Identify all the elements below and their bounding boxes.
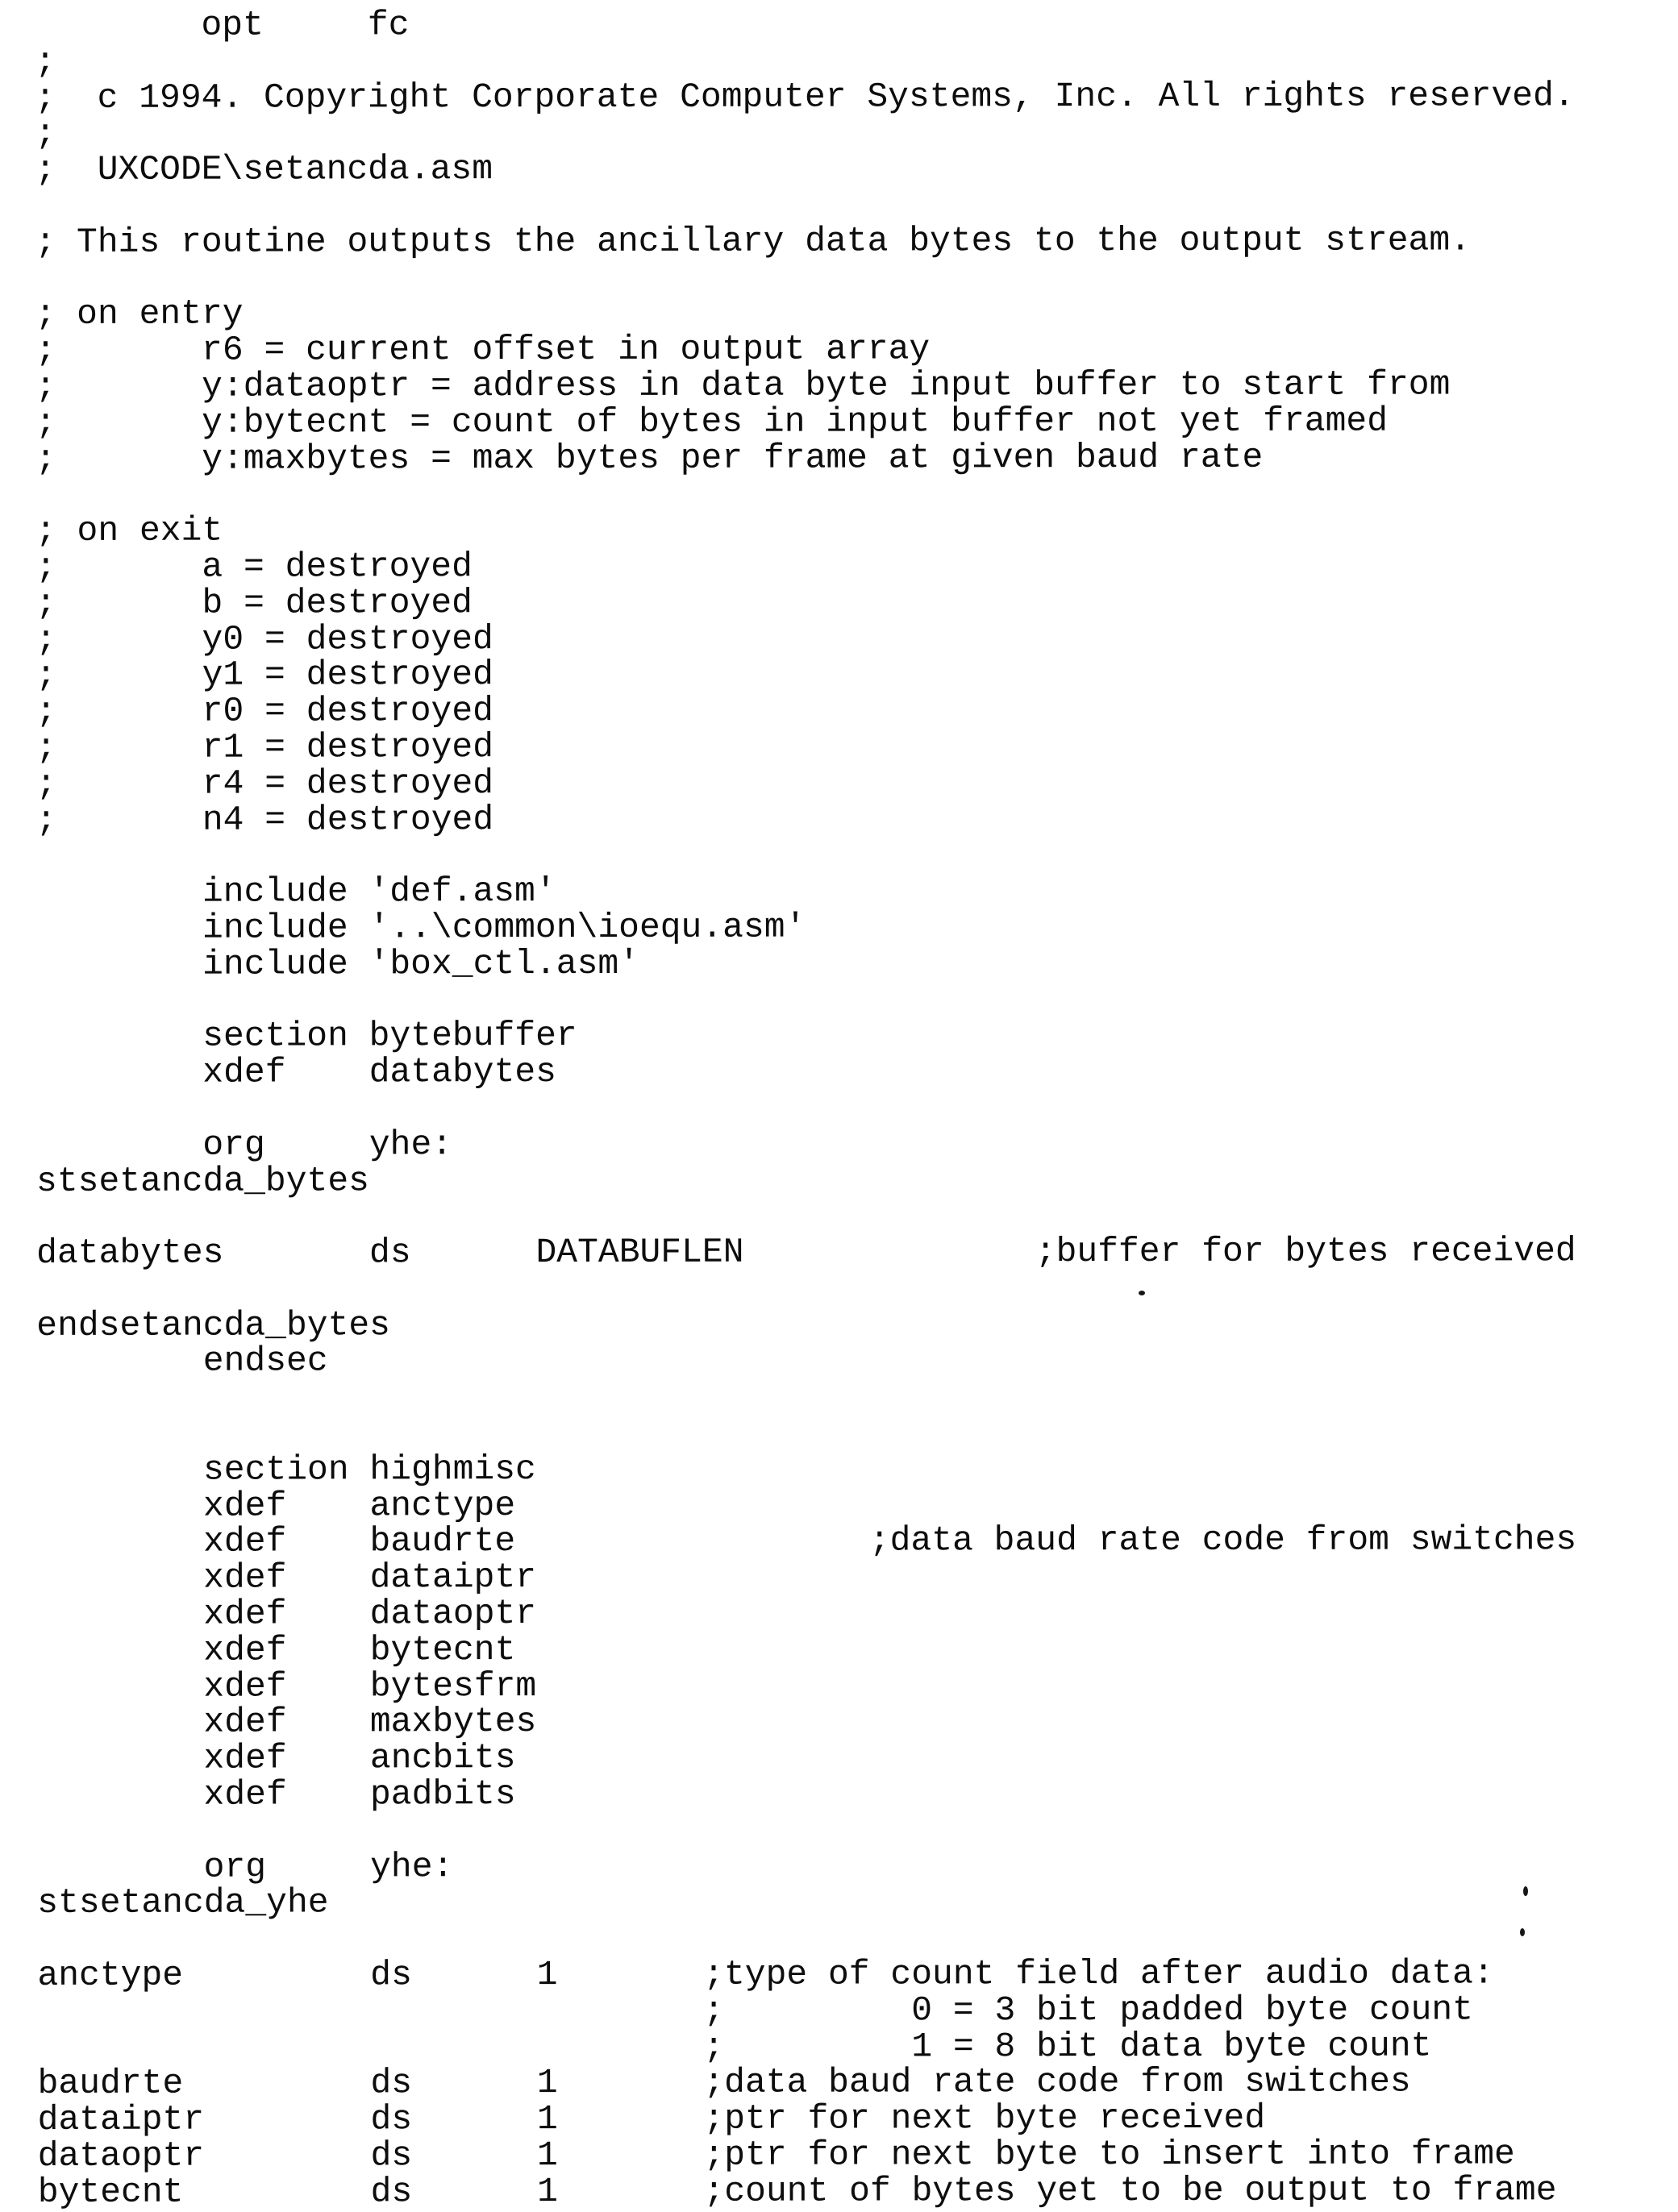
code-line: org yhe: bbox=[35, 1124, 453, 1165]
code-line: ; y0 = destroyed bbox=[35, 618, 493, 659]
code-line: xdef databytes bbox=[35, 1052, 557, 1093]
code-line: databytes ds DATABUFLEN ;buffer for bytes received bbox=[36, 1231, 1576, 1274]
code-line: ; r1 = destroyed bbox=[35, 727, 494, 767]
code-line: ; 1 = 8 bit data byte count bbox=[37, 2026, 1432, 2068]
code-line bbox=[36, 1197, 1678, 1236]
code-line: ; r4 = destroyed bbox=[35, 763, 494, 804]
code-line: ; 0 = 3 bit padded byte count bbox=[37, 1990, 1474, 2031]
code-line: xdef anctype bbox=[36, 1485, 516, 1526]
code-line bbox=[36, 1089, 1678, 1128]
code-line: ; r6 = current offset in output array bbox=[35, 329, 931, 371]
code-line: bytecnt ds 1 ;count of bytes yet to be output to frame bbox=[37, 2170, 1557, 2212]
code-line: ; y:bytecnt = count of bytes in input buffer not yet framed bbox=[35, 401, 1389, 443]
ink-speck bbox=[1523, 1886, 1528, 1896]
code-line bbox=[37, 1919, 1678, 1958]
code-line: stsetancda_bytes bbox=[36, 1160, 369, 1201]
code-line: xdef bytecnt bbox=[36, 1629, 516, 1670]
code-line: org yhe: bbox=[37, 1846, 454, 1887]
code-line: stsetancda_yhe bbox=[37, 1882, 329, 1923]
code-line bbox=[35, 836, 1678, 875]
code-line: ; r0 = destroyed bbox=[35, 691, 493, 732]
code-line: ; y:maxbytes = max bytes per frame at given baud rate bbox=[35, 437, 1264, 479]
code-line bbox=[37, 1811, 1678, 1850]
code-line: ; bbox=[35, 114, 56, 154]
code-line: dataiptr ds 1 ;ptr for next byte received bbox=[37, 2098, 1266, 2140]
code-line bbox=[36, 1378, 1678, 1416]
code-line: xdef maxbytes bbox=[36, 1702, 537, 1743]
code-line: ; This routine outputs the ancillary data bytes to the output stream. bbox=[35, 220, 1471, 262]
code-line bbox=[35, 475, 1678, 514]
code-line: xdef dataoptr bbox=[36, 1594, 537, 1635]
code-line: xdef padbits bbox=[37, 1774, 516, 1815]
code-line bbox=[35, 259, 1678, 297]
code-line: include 'box_ctl.asm' bbox=[35, 943, 640, 984]
code-line bbox=[36, 1414, 1678, 1453]
code-line: ; on entry bbox=[35, 293, 244, 335]
code-line: ; y:dataoptr = address in data byte input buffer to start from bbox=[35, 364, 1451, 406]
code-line: xdef bytesfrm bbox=[36, 1665, 537, 1707]
code-line: xdef dataiptr bbox=[36, 1557, 537, 1599]
code-line bbox=[36, 981, 1678, 1020]
code-line: ; UXCODE\setancda.asm bbox=[35, 149, 493, 190]
code-line: ; a = destroyed bbox=[35, 547, 473, 587]
code-line: ; y1 = destroyed bbox=[35, 655, 493, 696]
code-line: dataoptr ds 1 ;ptr for next byte to insert into frame bbox=[37, 2134, 1515, 2176]
ink-speck bbox=[1520, 1928, 1525, 1936]
code-line: opt fc bbox=[35, 5, 410, 45]
code-line: ; b = destroyed bbox=[35, 582, 473, 623]
code-line: ; bbox=[35, 41, 56, 81]
code-line bbox=[36, 1270, 1678, 1308]
code-line: endsetancda_bytes bbox=[36, 1305, 391, 1345]
ink-speck bbox=[1139, 1291, 1145, 1295]
code-line: ; on exit bbox=[35, 510, 223, 551]
code-line: endsec bbox=[36, 1341, 328, 1382]
code-line: include '..\common\ioequ.asm' bbox=[35, 907, 806, 948]
code-line: anctype ds 1 ;type of count field after audio data: bbox=[37, 1953, 1494, 1995]
code-line: ; n4 = destroyed bbox=[35, 799, 494, 840]
code-line: include 'def.asm' bbox=[35, 871, 556, 913]
code-line: section bytebuffer bbox=[35, 1016, 577, 1057]
code-line: xdef baudrte ;data baud rate code from switches bbox=[36, 1520, 1577, 1562]
code-line: section highmisc bbox=[36, 1449, 536, 1490]
code-line bbox=[35, 186, 1678, 225]
code-line: ; c 1994. Copyright Corporate Computer Systems, Inc. All rights reserved. bbox=[35, 75, 1575, 118]
code-line: baudrte ds 1 ;data baud rate code from switches bbox=[37, 2061, 1411, 2104]
code-line: xdef ancbits bbox=[37, 1738, 516, 1779]
